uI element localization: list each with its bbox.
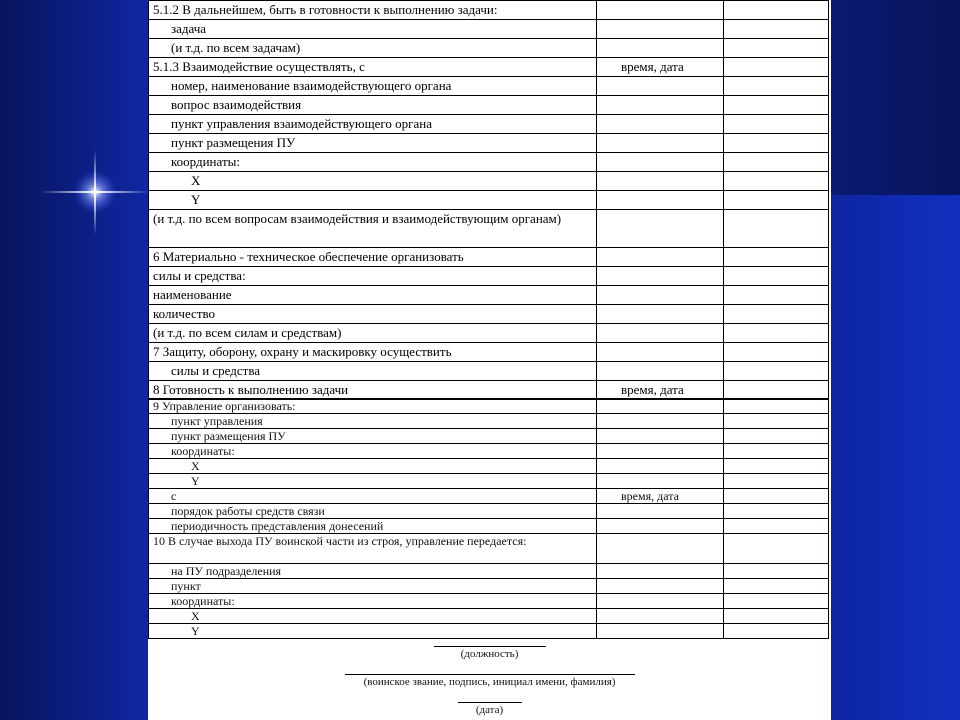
row-note-cell xyxy=(724,134,829,153)
row-note-cell xyxy=(724,153,829,172)
row-note-cell xyxy=(724,414,829,429)
row-item-text: Y xyxy=(149,191,597,210)
row-item-text: X xyxy=(149,609,597,624)
row-note-cell xyxy=(724,564,829,579)
row-time-date-cell: время, дата xyxy=(597,58,724,77)
row-time-date-cell xyxy=(597,534,724,564)
row-time-date-cell xyxy=(597,504,724,519)
row-note-cell xyxy=(724,362,829,381)
row-time-date-cell xyxy=(597,248,724,267)
row-note-cell xyxy=(724,609,829,624)
row-note-cell xyxy=(724,172,829,191)
row-time-date-cell xyxy=(597,267,724,286)
row-item-text: (и т.д. по всем силам и средствам) xyxy=(149,324,597,343)
row-item-text: Y xyxy=(149,624,597,639)
row-time-date-cell xyxy=(597,39,724,58)
signature-name-label: (воинское звание, подпись, инициал имени, фамилия) xyxy=(363,676,616,688)
row-time-date-cell xyxy=(597,1,724,20)
row-time-date-cell xyxy=(597,210,724,248)
table-row xyxy=(149,267,829,286)
row-note-cell xyxy=(724,1,829,20)
background-right-bottom-panel xyxy=(828,195,960,720)
table-row xyxy=(149,286,829,305)
table-row xyxy=(149,474,829,489)
row-note-cell xyxy=(724,459,829,474)
row-note-cell xyxy=(724,381,829,400)
row-item-text: координаты: xyxy=(149,594,597,609)
table-row xyxy=(149,519,829,534)
table-row xyxy=(149,324,829,343)
row-time-date-cell xyxy=(597,594,724,609)
row-item-text: силы и средства: xyxy=(149,267,597,286)
row-item-text: пункт управления xyxy=(149,414,597,429)
table-row xyxy=(149,362,829,381)
row-note-cell xyxy=(724,58,829,77)
row-time-date-cell xyxy=(597,286,724,305)
row-note-cell xyxy=(724,594,829,609)
row-item-text: количество xyxy=(149,305,597,324)
order-form-table-top xyxy=(148,0,829,400)
table-row xyxy=(149,609,829,624)
row-time-date-cell xyxy=(597,444,724,459)
table-row xyxy=(149,594,829,609)
table-row xyxy=(149,210,829,248)
table-row xyxy=(149,579,829,594)
row-time-date-cell xyxy=(597,153,724,172)
table-row xyxy=(149,58,829,77)
row-time-date-cell xyxy=(597,77,724,96)
table-row xyxy=(149,381,829,400)
table-row xyxy=(149,77,829,96)
row-note-cell xyxy=(724,210,829,248)
row-item-text: на ПУ подразделения xyxy=(149,564,597,579)
row-time-date-cell xyxy=(597,96,724,115)
row-time-date-cell xyxy=(597,579,724,594)
row-note-cell xyxy=(724,305,829,324)
table-row xyxy=(149,489,829,504)
row-note-cell xyxy=(724,519,829,534)
row-time-date-cell xyxy=(597,20,724,39)
row-item-text: пункт xyxy=(149,579,597,594)
row-note-cell xyxy=(724,399,829,414)
table-row xyxy=(149,248,829,267)
row-item-text: 5.1.2 В дальнейшем, быть в готовности к выполнению задачи: xyxy=(149,1,597,20)
row-time-date-cell xyxy=(597,115,724,134)
row-item-text: 10 В случае выхода ПУ воинской части из строя, управление передается: xyxy=(149,534,597,564)
table-row xyxy=(149,399,829,414)
signature-position-label: (должность) xyxy=(460,648,519,660)
row-note-cell xyxy=(724,489,829,504)
row-note-cell xyxy=(724,504,829,519)
row-item-text: номер, наименование взаимодействующего органа xyxy=(149,77,597,96)
table-row xyxy=(149,134,829,153)
row-note-cell xyxy=(724,115,829,134)
row-item-text: пункт размещения ПУ xyxy=(149,134,597,153)
row-note-cell xyxy=(724,39,829,58)
table-row xyxy=(149,504,829,519)
row-item-text: Y xyxy=(149,474,597,489)
row-time-date-cell: время, дата xyxy=(597,489,724,504)
row-time-date-cell xyxy=(597,519,724,534)
table-row xyxy=(149,305,829,324)
row-item-text: 6 Материально - техническое обеспечение организовать xyxy=(149,248,597,267)
signature-date-label: (дата) xyxy=(475,704,504,716)
row-time-date-cell xyxy=(597,624,724,639)
row-time-date-cell xyxy=(597,305,724,324)
row-time-date-cell xyxy=(597,609,724,624)
table-row xyxy=(149,624,829,639)
table-row xyxy=(149,39,829,58)
row-note-cell xyxy=(724,286,829,305)
row-item-text: координаты: xyxy=(149,153,597,172)
table-row xyxy=(149,534,829,564)
table-row xyxy=(149,459,829,474)
table-row xyxy=(149,153,829,172)
row-item-text: (и т.д. по всем вопросам взаимодействия и взаимодействующим органам) xyxy=(149,210,597,248)
row-note-cell xyxy=(724,191,829,210)
table-row xyxy=(149,429,829,444)
document-page xyxy=(148,0,831,720)
row-time-date-cell xyxy=(597,343,724,362)
row-item-text: 9 Управление организовать: xyxy=(149,399,597,414)
row-time-date-cell xyxy=(597,429,724,444)
row-item-text: (и т.д. по всем задачам) xyxy=(149,39,597,58)
row-time-date-cell xyxy=(597,134,724,153)
row-note-cell xyxy=(724,20,829,39)
background-right-top-panel xyxy=(828,0,960,195)
row-time-date-cell xyxy=(597,191,724,210)
row-note-cell xyxy=(724,343,829,362)
row-note-cell xyxy=(724,96,829,115)
row-time-date-cell xyxy=(597,564,724,579)
table-row xyxy=(149,96,829,115)
table-row xyxy=(149,343,829,362)
table-row xyxy=(149,20,829,39)
row-item-text: 7 Защиту, оборону, охрану и маскировку осуществить xyxy=(149,343,597,362)
row-note-cell xyxy=(724,77,829,96)
background-left-panel xyxy=(0,0,148,720)
row-time-date-cell xyxy=(597,362,724,381)
row-item-text: с xyxy=(149,489,597,504)
row-item-text: пункт размещения ПУ xyxy=(149,429,597,444)
row-item-text: координаты: xyxy=(149,444,597,459)
row-item-text: 8 Готовность к выполнению задачи xyxy=(149,381,597,400)
row-item-text: наименование xyxy=(149,286,597,305)
row-note-cell xyxy=(724,624,829,639)
table-row xyxy=(149,1,829,20)
row-item-text: пункт управления взаимодействующего органа xyxy=(149,115,597,134)
row-item-text: 5.1.3 Взаимодействие осуществлять, с xyxy=(149,58,597,77)
row-note-cell xyxy=(724,267,829,286)
table-row xyxy=(149,564,829,579)
row-time-date-cell xyxy=(597,414,724,429)
row-time-date-cell xyxy=(597,474,724,489)
row-item-text: задача xyxy=(149,20,597,39)
table-row xyxy=(149,172,829,191)
row-item-text: X xyxy=(149,459,597,474)
row-note-cell xyxy=(724,429,829,444)
row-note-cell xyxy=(724,444,829,459)
sparkle-decoration-icon xyxy=(40,140,150,250)
signature-name-block xyxy=(148,674,831,688)
signature-date-block xyxy=(148,702,831,716)
row-item-text: порядок работы средств связи xyxy=(149,504,597,519)
row-item-text: вопрос взаимодействия xyxy=(149,96,597,115)
row-time-date-cell xyxy=(597,399,724,414)
row-time-date-cell xyxy=(597,459,724,474)
row-time-date-cell xyxy=(597,324,724,343)
table-row xyxy=(149,191,829,210)
table-row xyxy=(149,115,829,134)
row-note-cell xyxy=(724,474,829,489)
table-row xyxy=(149,444,829,459)
signature-position-block xyxy=(148,646,831,660)
order-form-table-bottom xyxy=(148,398,829,639)
row-note-cell xyxy=(724,579,829,594)
row-note-cell xyxy=(724,248,829,267)
table-row xyxy=(149,414,829,429)
row-time-date-cell xyxy=(597,172,724,191)
row-note-cell xyxy=(724,534,829,564)
row-item-text: X xyxy=(149,172,597,191)
row-time-date-cell: время, дата xyxy=(597,381,724,400)
row-item-text: силы и средства xyxy=(149,362,597,381)
row-note-cell xyxy=(724,324,829,343)
row-item-text: периодичность представления донесений xyxy=(149,519,597,534)
